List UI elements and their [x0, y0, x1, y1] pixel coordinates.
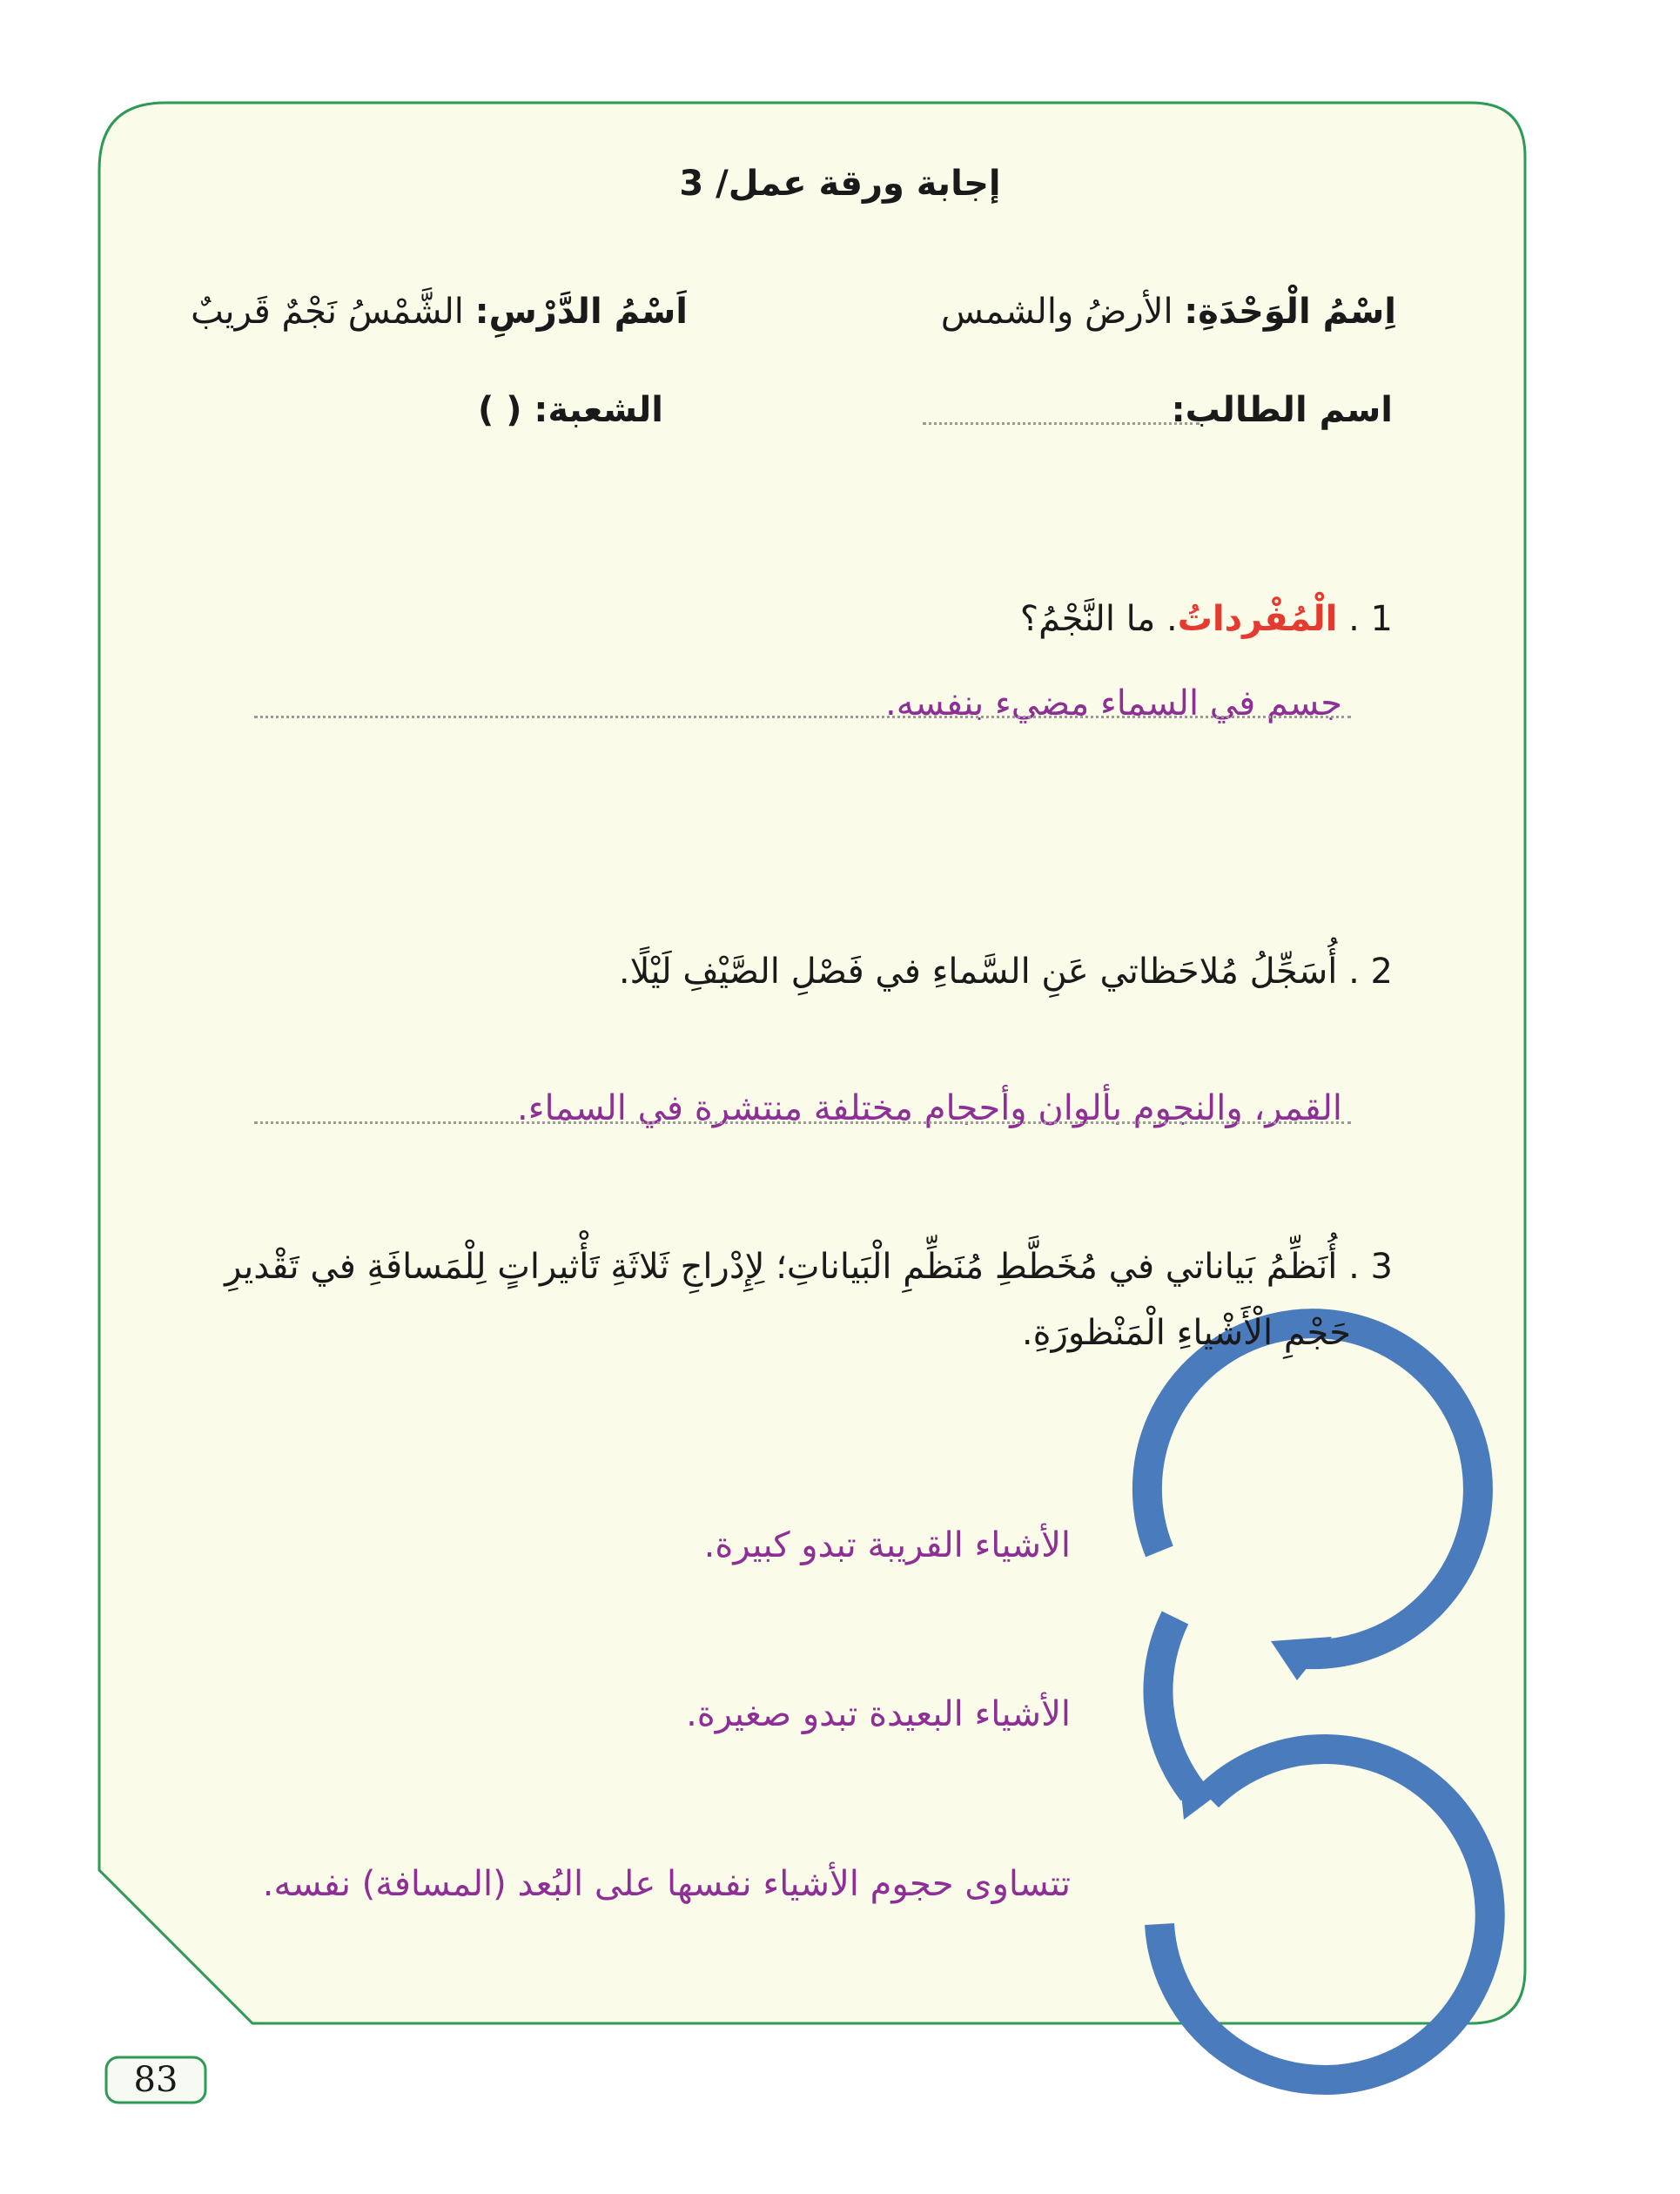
organizer-item-2: الأشياء البعيدة تبدو صغيرة. — [686, 1694, 1071, 1734]
answer-1-line — [254, 716, 1351, 718]
section-field — [478, 390, 663, 430]
unit-label: اِسْمُ الْوَحْدَةِ: — [1184, 292, 1396, 332]
section-label: الشعبة: — [534, 390, 663, 430]
question-3-text-line1: أُنَظِّمُ بَياناتي في مُخَطَّطِ مُنَظِّمِ الْبَياناتِ؛ لِإِدْراجِ ثَلاثَةِ تَأْثيراتٍ لِلْمَسافَةِ في تَقْديرِ — [225, 1247, 1338, 1287]
organizer-item-1: الأشياء القريبة تبدو كبيرة. — [703, 1525, 1071, 1565]
lesson-label: اَسْمُ الدَّرْسِ: — [474, 292, 688, 332]
organizer-item-3: تتساوى حجوم الأشياء نفسها على البُعد (المسافة) نفسه. — [262, 1864, 1071, 1904]
question-3-text-line2: حَجْمِ الْأَشْياءِ الْمَنْظورَةِ. — [1021, 1313, 1351, 1353]
question-3 — [225, 1247, 1393, 1287]
student-label: اسم الطالب: — [1171, 390, 1393, 430]
question-2-number: 2 . — [1348, 952, 1393, 992]
section-value: ( ) — [477, 390, 534, 430]
answer-2-line — [254, 1121, 1351, 1124]
lesson-name — [191, 292, 688, 332]
answer-2: القمر، والنجوم بألوان وأحجام مختلفة منتشرة في السماء. — [517, 1088, 1342, 1128]
student-name-line[interactable] — [923, 422, 1200, 425]
question-1-text: . ما النَّجْمُ؟ — [1019, 599, 1178, 639]
unit-name — [941, 292, 1396, 332]
page-title: إجابة ورقة عمل/ 3 — [679, 164, 1001, 204]
question-2-text: أُسَجِّلُ مُلاحَظاتي عَنِ السَّماءِ في فَصْلِ الصَّيْفِ لَيْلًا. — [618, 952, 1338, 992]
answer-1: جسم في السماء مضيء بنفسه. — [885, 683, 1342, 723]
question-1 — [1020, 599, 1393, 639]
question-3-number: 3 . — [1348, 1247, 1393, 1287]
page-number: 83 — [133, 2060, 178, 2100]
lesson-value: الشَّمْسُ نَجْمٌ قَريبٌ — [191, 292, 475, 332]
question-1-number: 1 . — [1348, 599, 1393, 639]
unit-value: الأرضُ والشمس — [940, 292, 1185, 332]
question-2 — [619, 952, 1393, 992]
question-1-keyword: الْمُفْرداتُ — [1177, 599, 1338, 639]
